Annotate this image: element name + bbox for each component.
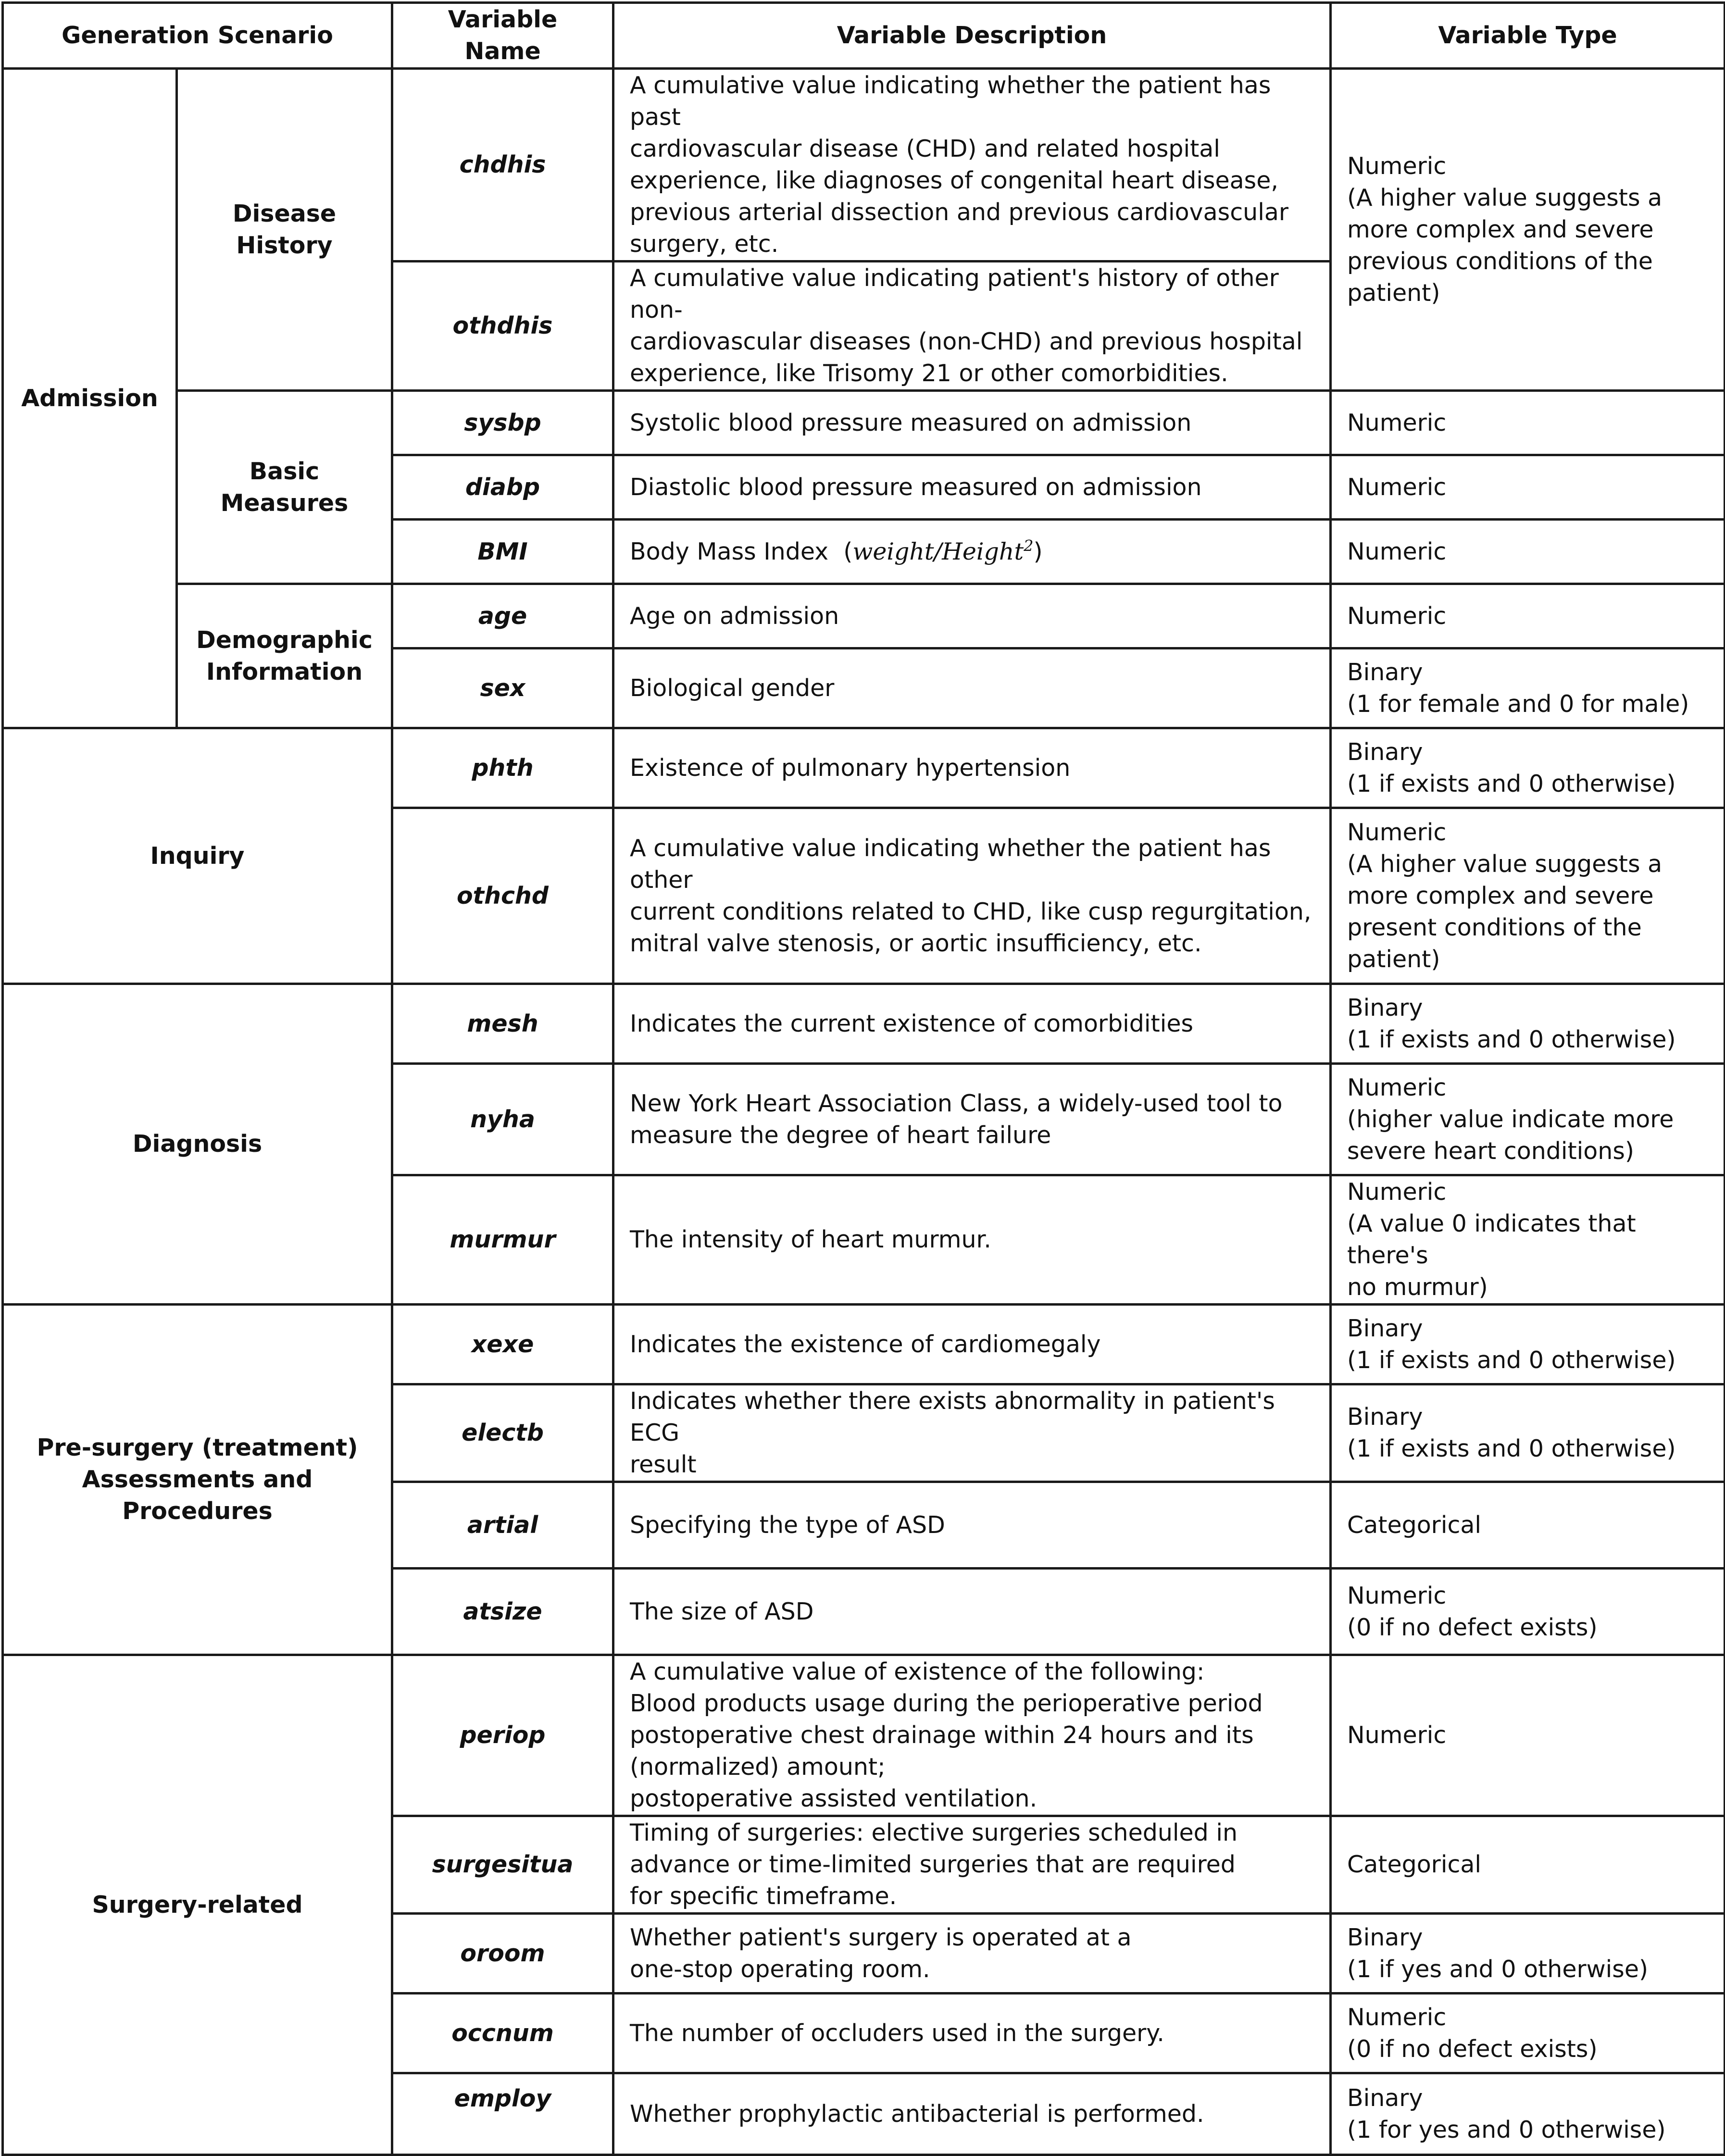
variable-name-surgesitua: surgesitua — [392, 1816, 613, 1914]
variable-name-age: age — [392, 584, 613, 648]
variable-name-artial: artial — [392, 1482, 613, 1569]
variable-name-xexe: xexe — [392, 1305, 613, 1384]
header-variable-type: Variable Type — [1331, 3, 1725, 69]
bmi-exponent: 2 — [1024, 536, 1034, 555]
variable-description-diabp: Diastolic blood pressure measured on admission — [613, 455, 1331, 520]
variable-type-atsize: Numeric (0 if no defect exists) — [1331, 1569, 1725, 1655]
variable-description-mesh: Indicates the current existence of comorbidities — [613, 984, 1331, 1064]
variable-name-periop: periop — [392, 1655, 613, 1816]
variable-description-periop: A cumulative value of existence of the following: Blood products usage during the perioperative period postoperative chest drainage within 24 hours and its (normalized) amount; postoperative assisted ventilation. — [613, 1655, 1331, 1816]
variable-name-murmur: murmur — [392, 1175, 613, 1305]
variable-name-diabp: diabp — [392, 455, 613, 520]
variable-name-electb: electb — [392, 1384, 613, 1482]
variable-type-oroom: Binary (1 if yes and 0 otherwise) — [1331, 1914, 1725, 1994]
scenario-diagnosis: Diagnosis — [3, 984, 392, 1305]
table-row — [3, 69, 1725, 262]
variable-description-sysbp: Systolic blood pressure measured on admission — [613, 391, 1331, 455]
variable-name-sysbp: sysbp — [392, 391, 613, 455]
variable-type-phth: Binary (1 if exists and 0 otherwise) — [1331, 728, 1725, 808]
table-row — [3, 728, 1725, 808]
variable-description-electb: Indicates whether there exists abnormality in patient's ECG result — [613, 1384, 1331, 1482]
variable-description-chdhis: A cumulative value indicating whether the patient has past cardiovascular disease (CHD) and related hospital experience, like diagnoses of congenital heart disease, previous arterial dissection and previous cardiovascular surgery, etc. — [613, 69, 1331, 262]
variable-name-occnum: occnum — [392, 1994, 613, 2073]
variable-name-mesh: mesh — [392, 984, 613, 1064]
variable-type-diabp: Numeric — [1331, 455, 1725, 520]
table-row — [3, 584, 1725, 648]
variable-type-history: Numeric (A higher value suggests a more complex and severe previous conditions of the patient) — [1331, 69, 1725, 391]
variable-name-bmi: BMI — [392, 520, 613, 584]
variable-name-nyha: nyha — [392, 1064, 613, 1175]
variable-type-sex: Binary (1 for female and 0 for male) — [1331, 648, 1725, 728]
variable-type-murmur: Numeric (A value 0 indicates that there's no murmur) — [1331, 1175, 1725, 1305]
variable-type-nyha: Numeric (higher value indicate more severe heart conditions) — [1331, 1064, 1725, 1175]
variable-description-surgesitua: Timing of surgeries: elective surgeries scheduled in advance or time-limited surgeries that are required for specific timeframe. — [613, 1816, 1331, 1914]
variable-description-xexe: Indicates the existence of cardiomegaly — [613, 1305, 1331, 1384]
scenario-surgery-related: Surgery-related — [3, 1655, 392, 2155]
variable-description-bmi: Body Mass Index (weight/Height$^2$) — [613, 520, 1331, 584]
variable-type-mesh: Binary (1 if exists and 0 otherwise) — [1331, 984, 1725, 1064]
scenario-inquiry: Inquiry — [3, 728, 392, 984]
variable-description-occnum: The number of occluders used in the surgery. — [613, 1994, 1331, 2073]
variable-description-phth: Existence of pulmonary hypertension — [613, 728, 1331, 808]
table-row — [3, 984, 1725, 1064]
variable-name-atsize: atsize — [392, 1569, 613, 1655]
variable-description-murmur: The intensity of heart murmur. — [613, 1175, 1331, 1305]
variable-name-phth: phth — [392, 728, 613, 808]
variable-type-bmi: Numeric — [1331, 520, 1725, 584]
variable-type-electb: Binary (1 if exists and 0 otherwise) — [1331, 1384, 1725, 1482]
variable-description-artial: Specifying the type of ASD — [613, 1482, 1331, 1569]
variable-description-othchd: A cumulative value indicating whether the patient has other current conditions related to CHD, like cusp regurgitation, mitral valve stenosis, or aortic insufficiency, etc. — [613, 808, 1331, 984]
header-variable-description: Variable Description — [613, 3, 1331, 69]
scenario-admission: Admission — [3, 69, 177, 728]
variable-type-age: Numeric — [1331, 584, 1725, 648]
variable-type-surgesitua: Categorical — [1331, 1816, 1725, 1914]
table-row — [3, 1655, 1725, 1816]
header-row — [3, 3, 1725, 69]
variable-type-artial: Categorical — [1331, 1482, 1725, 1569]
variable-type-othchd: Numeric (A higher value suggests a more complex and severe present conditions of the patient) — [1331, 808, 1725, 984]
variable-description-atsize: The size of ASD — [613, 1569, 1331, 1655]
variable-name-sex: sex — [392, 648, 613, 728]
variable-description-age: Age on admission — [613, 584, 1331, 648]
variable-name-chdhis: chdhis — [392, 69, 613, 262]
variable-type-xexe: Binary (1 if exists and 0 otherwise) — [1331, 1305, 1725, 1384]
variable-description-othdhis: A cumulative value indicating patient's history of other non- cardiovascular diseases (non-CHD) and previous hospital experience, like Trisomy 21 or other comorbidities. — [613, 262, 1331, 391]
variable-name-employ: employ — [392, 2073, 613, 2155]
header-variable-name: Variable Name — [392, 3, 613, 69]
variable-type-employ: Binary (1 for yes and 0 otherwise) — [1331, 2073, 1725, 2155]
variable-description-sex: Biological gender — [613, 648, 1331, 728]
table-row — [3, 391, 1725, 455]
variable-type-sysbp: Numeric — [1331, 391, 1725, 455]
variable-name-othdhis: othdhis — [392, 262, 613, 391]
variable-type-periop: Numeric — [1331, 1655, 1725, 1816]
table-row — [3, 1305, 1725, 1384]
variable-name-othchd: othchd — [392, 808, 613, 984]
bmi-formula: weight/Height — [852, 537, 1024, 565]
scenario-basic-measures: Basic Measures — [177, 391, 392, 584]
header-scenario: Generation Scenario — [3, 3, 392, 69]
variable-description-employ: Whether prophylactic antibacterial is performed. — [613, 2073, 1331, 2155]
variable-description-oroom: Whether patient's surgery is operated at a one-stop operating room. — [613, 1914, 1331, 1994]
variable-description-nyha: New York Heart Association Class, a widely-used tool to measure the degree of heart failure — [613, 1064, 1331, 1175]
variable-type-occnum: Numeric (0 if no defect exists) — [1331, 1994, 1725, 2073]
variable-name-oroom: oroom — [392, 1914, 613, 1994]
scenario-demographic-information: Demographic Information — [177, 584, 392, 728]
variables-table — [1, 1, 1725, 2156]
scenario-presurgery: Pre-surgery (treatment) Assessments and Procedures — [3, 1305, 392, 1655]
scenario-disease-history: Disease History — [177, 69, 392, 391]
